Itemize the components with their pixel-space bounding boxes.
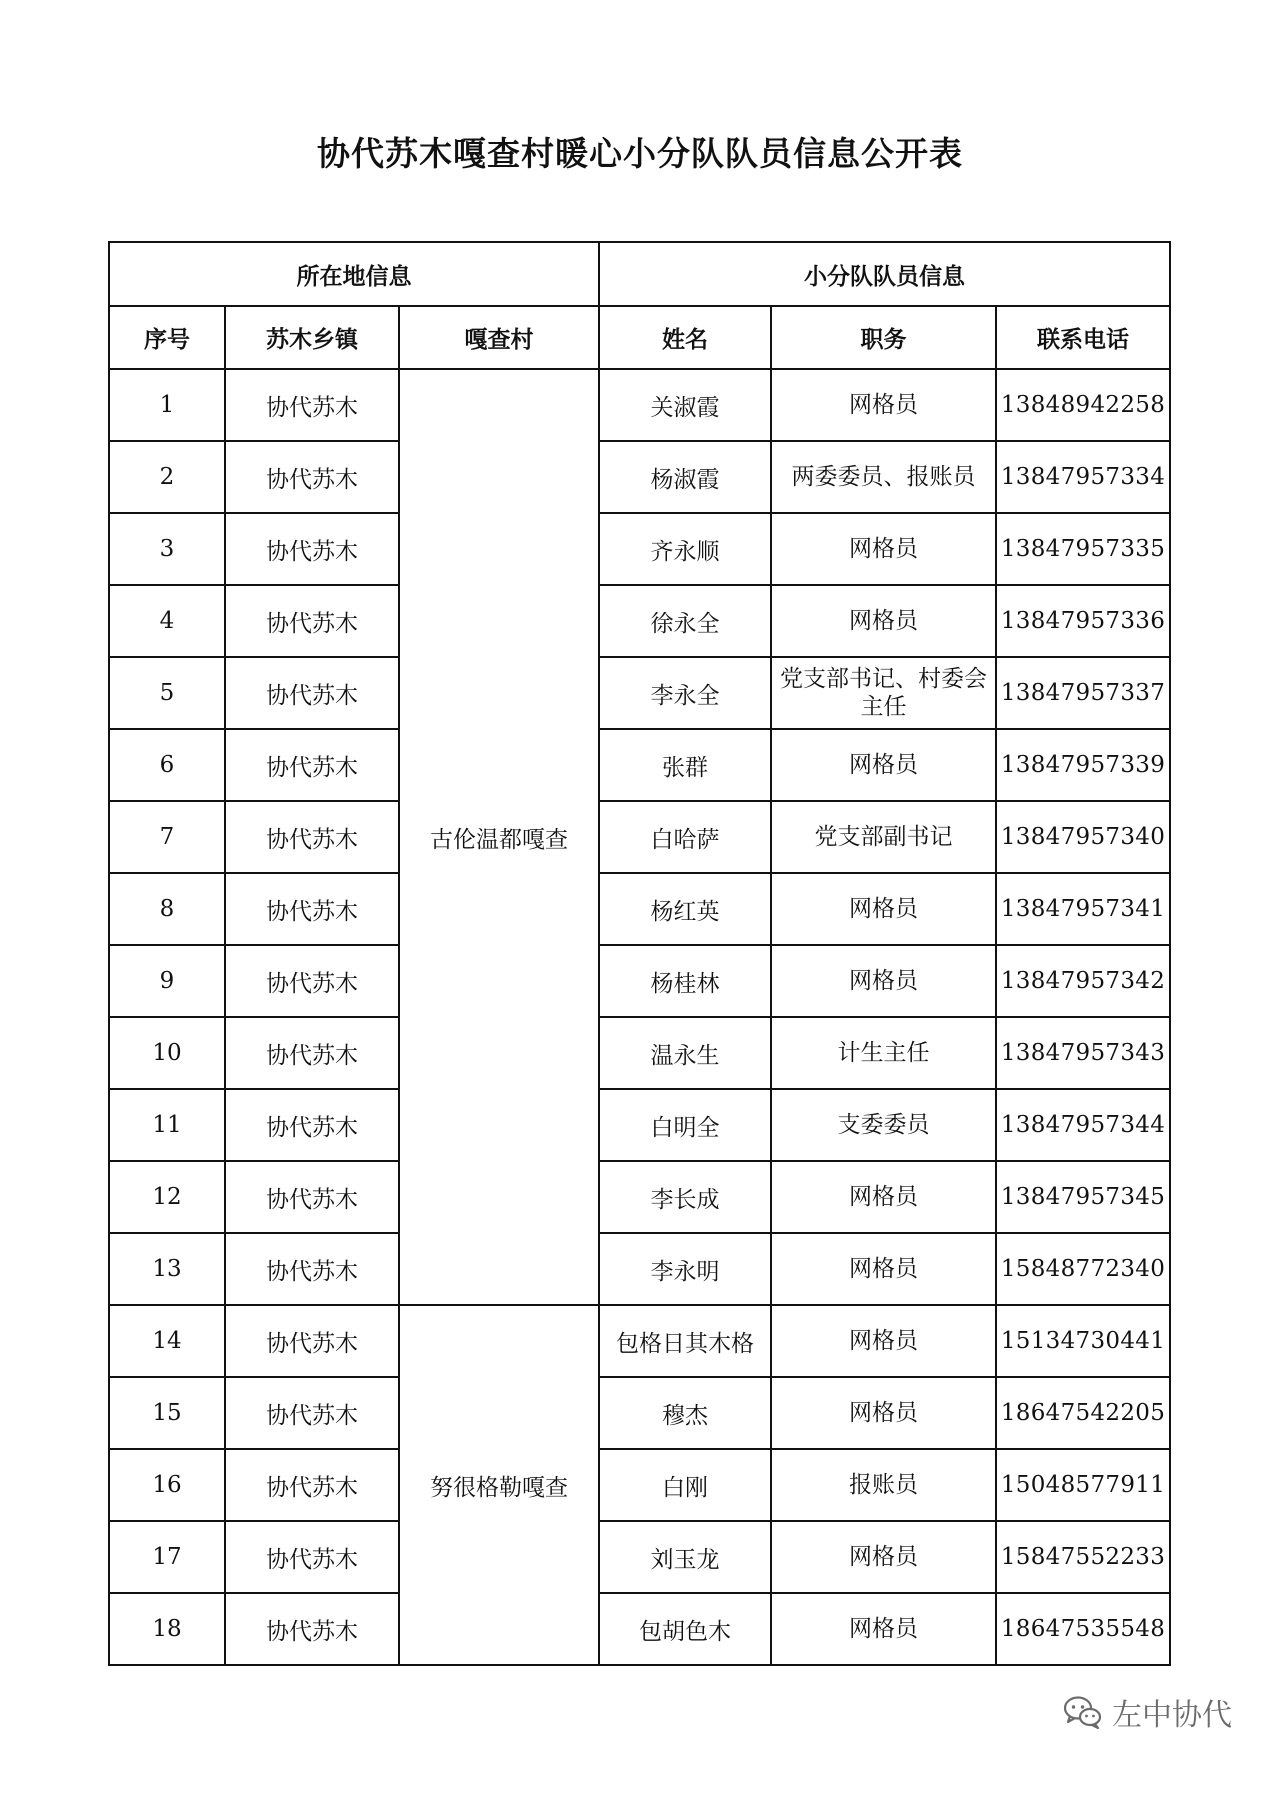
- row-sumu: 协代苏木: [225, 441, 399, 513]
- row-number: 7: [109, 801, 225, 873]
- row-number: 4: [109, 585, 225, 657]
- row-name: 刘玉龙: [599, 1521, 771, 1593]
- table-row: [109, 441, 1170, 513]
- row-phone: 15848772340: [996, 1233, 1170, 1305]
- table-row: [109, 1377, 1170, 1449]
- location-group-header: 所在地信息: [109, 242, 599, 306]
- row-phone: 13847957335: [996, 513, 1170, 585]
- table-row: [109, 1233, 1170, 1305]
- row-phone: 18647542205: [996, 1377, 1170, 1449]
- column-header-sumu: 苏木乡镇: [225, 306, 399, 369]
- row-position: 网格员: [771, 1377, 996, 1449]
- row-sumu: 协代苏木: [225, 1449, 399, 1521]
- row-name: 李永全: [599, 657, 771, 729]
- row-name: 关淑霞: [599, 369, 771, 441]
- row-name: 杨桂林: [599, 945, 771, 1017]
- row-name: 包格日其木格: [599, 1305, 771, 1377]
- row-position: 计生主任: [771, 1017, 996, 1089]
- row-position: 网格员: [771, 1161, 996, 1233]
- table-row: [109, 657, 1170, 729]
- row-number: 15: [109, 1377, 225, 1449]
- row-number: 10: [109, 1017, 225, 1089]
- row-position: 网格员: [771, 1593, 996, 1665]
- row-phone: 15048577911: [996, 1449, 1170, 1521]
- row-position: 网格员: [771, 369, 996, 441]
- row-phone: 13847957342: [996, 945, 1170, 1017]
- row-position: 网格员: [771, 513, 996, 585]
- row-phone: 13847957343: [996, 1017, 1170, 1089]
- row-number: 13: [109, 1233, 225, 1305]
- row-sumu: 协代苏木: [225, 1377, 399, 1449]
- row-sumu: 协代苏木: [225, 1089, 399, 1161]
- watermark-text: 左中协代: [1112, 1698, 1232, 1733]
- row-name: 白刚: [599, 1449, 771, 1521]
- column-header-phone: 联系电话: [996, 306, 1170, 369]
- row-position: 网格员: [771, 945, 996, 1017]
- table-row: [109, 1521, 1170, 1593]
- row-name: 李永明: [599, 1233, 771, 1305]
- row-phone: 13848942258: [996, 369, 1170, 441]
- row-name: 齐永顺: [599, 513, 771, 585]
- table-body: [109, 369, 1170, 1665]
- group-header-row: [109, 242, 1170, 306]
- watermark: [1062, 1690, 1232, 1734]
- row-sumu: 协代苏木: [225, 801, 399, 873]
- row-phone: 13847957339: [996, 729, 1170, 801]
- row-sumu: 协代苏木: [225, 1233, 399, 1305]
- row-number: 2: [109, 441, 225, 513]
- row-phone: 15134730441: [996, 1305, 1170, 1377]
- row-sumu: 协代苏木: [225, 945, 399, 1017]
- row-phone: 13847957336: [996, 585, 1170, 657]
- row-position: 两委委员、报账员: [771, 441, 996, 513]
- table-row: [109, 729, 1170, 801]
- table-row: [109, 585, 1170, 657]
- row-number: 11: [109, 1089, 225, 1161]
- row-sumu: 协代苏木: [225, 369, 399, 441]
- row-name: 张群: [599, 729, 771, 801]
- column-header-village: 嘎查村: [399, 306, 599, 369]
- row-position: 网格员: [771, 1233, 996, 1305]
- table-row: [109, 1305, 1170, 1377]
- row-number: 5: [109, 657, 225, 729]
- table-row: [109, 1017, 1170, 1089]
- row-sumu: 协代苏木: [225, 657, 399, 729]
- row-phone: 13847957345: [996, 1161, 1170, 1233]
- row-phone: 15847552233: [996, 1521, 1170, 1593]
- row-position: 报账员: [771, 1449, 996, 1521]
- village-cell: 努很格勒嘎查: [399, 1305, 599, 1665]
- row-position: 支委委员: [771, 1089, 996, 1161]
- table-row: [109, 801, 1170, 873]
- row-name: 包胡色木: [599, 1593, 771, 1665]
- table-row: [109, 1161, 1170, 1233]
- row-name: 温永生: [599, 1017, 771, 1089]
- row-position: 党支部书记、村委会主任: [771, 657, 996, 729]
- row-sumu: 协代苏木: [225, 1521, 399, 1593]
- row-number: 18: [109, 1593, 225, 1665]
- row-position: 网格员: [771, 585, 996, 657]
- row-name: 杨红英: [599, 873, 771, 945]
- row-name: 杨淑霞: [599, 441, 771, 513]
- column-header-name: 姓名: [599, 306, 771, 369]
- row-number: 8: [109, 873, 225, 945]
- row-number: 17: [109, 1521, 225, 1593]
- row-name: 白明全: [599, 1089, 771, 1161]
- table-row: [109, 369, 1170, 441]
- row-sumu: 协代苏木: [225, 873, 399, 945]
- table-row: [109, 945, 1170, 1017]
- column-header-no: 序号: [109, 306, 225, 369]
- team-group-header: 小分队队员信息: [599, 242, 1170, 306]
- row-number: 6: [109, 729, 225, 801]
- row-number: 14: [109, 1305, 225, 1377]
- row-phone: 13847957344: [996, 1089, 1170, 1161]
- table-row: [109, 513, 1170, 585]
- row-position: 网格员: [771, 1305, 996, 1377]
- village-cell: 古伦温都嘎查: [399, 369, 599, 1305]
- row-position: 党支部副书记: [771, 801, 996, 873]
- row-sumu: 协代苏木: [225, 1305, 399, 1377]
- row-number: 1: [109, 369, 225, 441]
- row-sumu: 协代苏木: [225, 513, 399, 585]
- row-name: 李长成: [599, 1161, 771, 1233]
- row-phone: 13847957337: [996, 657, 1170, 729]
- row-sumu: 协代苏木: [225, 1017, 399, 1089]
- row-position: 网格员: [771, 873, 996, 945]
- row-sumu: 协代苏木: [225, 1593, 399, 1665]
- members-table: [108, 241, 1171, 1666]
- wechat-icon: [1062, 1694, 1104, 1730]
- row-sumu: 协代苏木: [225, 585, 399, 657]
- column-header-position: 职务: [771, 306, 996, 369]
- row-sumu: 协代苏木: [225, 729, 399, 801]
- row-phone: 13847957334: [996, 441, 1170, 513]
- row-position: 网格员: [771, 729, 996, 801]
- table-row: [109, 873, 1170, 945]
- row-name: 徐永全: [599, 585, 771, 657]
- row-number: 3: [109, 513, 225, 585]
- table-row: [109, 1449, 1170, 1521]
- page-title: 协代苏木嘎查村暖心小分队队员信息公开表: [317, 134, 963, 173]
- row-name: 白哈萨: [599, 801, 771, 873]
- column-header-row: [109, 306, 1170, 369]
- row-number: 12: [109, 1161, 225, 1233]
- row-number: 9: [109, 945, 225, 1017]
- table-row: [109, 1593, 1170, 1665]
- row-sumu: 协代苏木: [225, 1161, 399, 1233]
- row-phone: 13847957340: [996, 801, 1170, 873]
- row-position: 网格员: [771, 1521, 996, 1593]
- table-row: [109, 1089, 1170, 1161]
- row-name: 穆杰: [599, 1377, 771, 1449]
- row-number: 16: [109, 1449, 225, 1521]
- row-phone: 13847957341: [996, 873, 1170, 945]
- row-phone: 18647535548: [996, 1593, 1170, 1665]
